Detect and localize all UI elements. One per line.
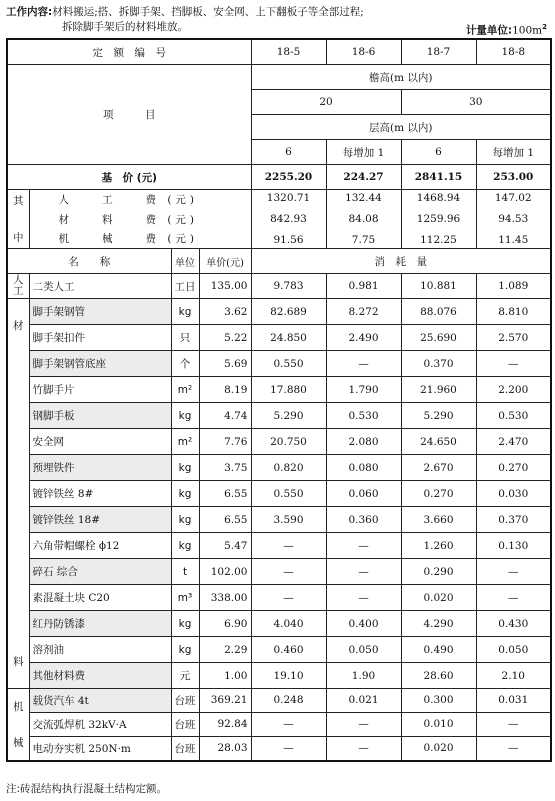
material-value: — [251, 533, 326, 559]
material-value: 0.550 [251, 351, 326, 377]
material-unit: kg [171, 481, 199, 507]
material-name: 红丹防锈漆 [29, 611, 171, 637]
floor-height-value: 6 [401, 140, 476, 165]
machine-value: 0.300 [401, 689, 476, 713]
material-row [7, 299, 551, 325]
machine-value: 0.248 [251, 689, 326, 713]
material-price: 6.55 [199, 481, 251, 507]
material-row [7, 585, 551, 611]
material-name: 碎石 综合 [29, 559, 171, 585]
labor-value: 9.783 [251, 274, 326, 299]
measure-unit: 计量单位$:100m^2$ [465, 23, 547, 37]
material-value: 0.130 [476, 533, 551, 559]
material-value: 82.689 [251, 299, 326, 325]
cost-breakdown-names [29, 190, 251, 249]
labor-value: 10.881 [401, 274, 476, 299]
machine-unit: 台班 [171, 689, 199, 713]
machine-value: 0.031 [476, 689, 551, 713]
material-value: 4.290 [401, 611, 476, 637]
material-value: 5.290 [251, 403, 326, 429]
material-row [7, 351, 551, 377]
material-row [7, 533, 551, 559]
base-price-value: 224.27 [326, 165, 401, 190]
cost-breakdown-col: 132.44 84.08 7.75 [326, 190, 401, 249]
material-value: — [326, 585, 401, 611]
machine-side-stack [11, 689, 26, 760]
machine-value: — [326, 736, 401, 761]
material-unit: m² [171, 429, 199, 455]
labor-side-label: 人 工 [7, 274, 29, 299]
machine-row [7, 736, 551, 761]
material-unit: kg [171, 533, 199, 559]
material-name: 脚手架钢管底座 [29, 351, 171, 377]
footnote: 注:砖混结构执行混凝土结构定额。 [6, 783, 168, 795]
material-value: — [251, 585, 326, 611]
base-price-value: 2841.15 [401, 165, 476, 190]
machine-row [7, 689, 551, 713]
material-unit: m³ [171, 585, 199, 611]
material-value: 0.020 [401, 585, 476, 611]
machine-value: — [251, 736, 326, 761]
cost-breakdown-row [7, 190, 551, 249]
material-value: 3.660 [401, 507, 476, 533]
material-row [7, 507, 551, 533]
material-value: 0.270 [476, 455, 551, 481]
material-value: 0.370 [401, 351, 476, 377]
machine-unit: 台班 [171, 736, 199, 761]
material-value: 0.490 [401, 637, 476, 663]
machine-side-char: 械 [13, 737, 24, 749]
material-unit: kg [171, 507, 199, 533]
material-name: 安全网 [29, 429, 171, 455]
material-row [7, 481, 551, 507]
machine-value: 0.020 [401, 736, 476, 761]
material-value: — [476, 585, 551, 611]
machine-value: — [476, 736, 551, 761]
machine-name: 载货汽车 4t [29, 689, 171, 713]
eave-height-value: 20 [251, 90, 401, 115]
material-value: 8.272 [326, 299, 401, 325]
cost-breakdown-col: 147.02 94.53 11.45 [476, 190, 551, 249]
material-value: 19.10 [251, 663, 326, 689]
material-price: 4.74 [199, 403, 251, 429]
material-row [7, 455, 551, 481]
machine-value: — [326, 712, 401, 736]
material-value: 0.060 [326, 481, 401, 507]
material-unit: kg [171, 637, 199, 663]
material-name: 镀锌铁丝 8# [29, 481, 171, 507]
material-value: 2.080 [326, 429, 401, 455]
material-price: 2.29 [199, 637, 251, 663]
material-value: 2.670 [401, 455, 476, 481]
material-value: — [476, 351, 551, 377]
material-value: 2.570 [476, 325, 551, 351]
material-value: — [251, 559, 326, 585]
material-value: 0.290 [401, 559, 476, 585]
machine-name: 交流弧焊机 32kV·A [29, 712, 171, 736]
machine-side-char: 机 [13, 701, 24, 713]
eave-height-label: 檐高(m 以内) [251, 65, 551, 90]
material-side-char: 材 [13, 320, 24, 332]
base-price-value: 253.00 [476, 165, 551, 190]
machine-side-label [7, 689, 29, 762]
material-side-label [7, 299, 29, 689]
material-unit: kg [171, 403, 199, 429]
material-value: 2.470 [476, 429, 551, 455]
material-side-char: 料 [13, 656, 24, 668]
material-value: 0.370 [476, 507, 551, 533]
quota-code: 18-7 [401, 39, 476, 65]
labor-cost-label: 人 工 费 (元) [58, 194, 199, 206]
work-content-line-2: 拆除脚手架后的材料堆放。 [62, 21, 188, 33]
material-price: 3.62 [199, 299, 251, 325]
material-row [7, 559, 551, 585]
base-price-row [7, 165, 551, 190]
material-value: — [326, 351, 401, 377]
material-unit: 元 [171, 663, 199, 689]
machine-price: 92.84 [199, 712, 251, 736]
material-unit: kg [171, 455, 199, 481]
material-name: 其他材料费 [29, 663, 171, 689]
labor-row [7, 274, 551, 299]
material-row [7, 403, 551, 429]
material-unit: 个 [171, 351, 199, 377]
col-price-header: 单价(元) [199, 249, 251, 274]
machine-value: — [251, 712, 326, 736]
col-name-header: 名 称 [7, 249, 171, 274]
material-price: 8.19 [199, 377, 251, 403]
material-price: 102.00 [199, 559, 251, 585]
floor-height-value: 6 [251, 140, 326, 165]
floor-height-label: 层高(m 以内) [251, 115, 551, 140]
material-row [7, 663, 551, 689]
machine-price: 369.21 [199, 689, 251, 713]
labor-price: 135.00 [199, 274, 251, 299]
machine-value: 0.021 [326, 689, 401, 713]
material-name: 竹脚手片 [29, 377, 171, 403]
material-value: 0.050 [326, 637, 401, 663]
material-unit: t [171, 559, 199, 585]
material-cost-label: 材 料 费 (元) [58, 213, 199, 226]
material-price: 7.76 [199, 429, 251, 455]
material-name: 溶剂油 [29, 637, 171, 663]
measure-unit-value: 100m [512, 24, 543, 37]
cost-breakdown-col: 1468.94 1259.96 112.25 [401, 190, 476, 249]
material-value: 0.530 [476, 403, 551, 429]
material-side-stack [11, 308, 26, 679]
item-label: 项 目 [7, 65, 251, 165]
quota-code: 18-8 [476, 39, 551, 65]
labor-value: 1.089 [476, 274, 551, 299]
material-value: 0.400 [326, 611, 401, 637]
floor-height-value: 每增加 1 [476, 140, 551, 165]
material-unit: 只 [171, 325, 199, 351]
material-price: 3.75 [199, 455, 251, 481]
material-row [7, 429, 551, 455]
material-value: 4.040 [251, 611, 326, 637]
material-value: 0.820 [251, 455, 326, 481]
material-value: 28.60 [401, 663, 476, 689]
material-value: 17.880 [251, 377, 326, 403]
material-value: 88.076 [401, 299, 476, 325]
material-value: 0.080 [326, 455, 401, 481]
labor-unit: 工日 [171, 274, 199, 299]
material-value: 8.810 [476, 299, 551, 325]
material-value: 24.850 [251, 325, 326, 351]
material-value: — [476, 559, 551, 585]
among-side-label: 其 中 [7, 190, 29, 249]
labor-name: 二类人工 [29, 274, 171, 299]
material-name: 素混凝土块 C20 [29, 585, 171, 611]
material-value: 0.460 [251, 637, 326, 663]
material-value: 5.290 [401, 403, 476, 429]
material-unit: kg [171, 299, 199, 325]
material-price: 5.47 [199, 533, 251, 559]
material-price: 6.90 [199, 611, 251, 637]
material-price: 6.55 [199, 507, 251, 533]
material-value: 2.200 [476, 377, 551, 403]
material-value: 21.960 [401, 377, 476, 403]
machine-cost-label: 机 械 费 (元) [58, 233, 199, 245]
material-value: — [326, 559, 401, 585]
col-consume-header: 消 耗 量 [251, 249, 551, 274]
material-value: 2.10 [476, 663, 551, 689]
quota-code-label: 定 额 编 号 [7, 39, 251, 65]
col-unit-header: 单位 [171, 249, 199, 274]
material-name: 六角带帽螺栓 ϕ12 [29, 533, 171, 559]
column-header-row [7, 249, 551, 274]
material-value: 3.590 [251, 507, 326, 533]
material-value: 0.270 [401, 481, 476, 507]
eave-label-row [7, 65, 551, 90]
material-value: 20.750 [251, 429, 326, 455]
eave-height-value: 30 [401, 90, 551, 115]
base-price-value: 2255.20 [251, 165, 326, 190]
quota-table [6, 38, 552, 762]
material-value: 1.260 [401, 533, 476, 559]
material-price: 5.69 [199, 351, 251, 377]
machine-value: — [476, 712, 551, 736]
material-row [7, 611, 551, 637]
material-value: 0.030 [476, 481, 551, 507]
machine-value: 0.010 [401, 712, 476, 736]
material-name: 钢脚手板 [29, 403, 171, 429]
material-name: 脚手架扣件 [29, 325, 171, 351]
cost-breakdown-col: 1320.71 842.93 91.56 [251, 190, 326, 249]
material-value: 0.050 [476, 637, 551, 663]
machine-name: 电动夯实机 250N·m [29, 736, 171, 761]
quota-code: 18-5 [251, 39, 326, 65]
floor-height-value: 每增加 1 [326, 140, 401, 165]
machine-unit: 台班 [171, 712, 199, 736]
material-value: 25.690 [401, 325, 476, 351]
material-name: 镀锌铁丝 18# [29, 507, 171, 533]
material-name: 预埋铁件 [29, 455, 171, 481]
material-unit: kg [171, 611, 199, 637]
material-price: 338.00 [199, 585, 251, 611]
material-name: 脚手架钢管 [29, 299, 171, 325]
material-row [7, 377, 551, 403]
work-content-header [6, 5, 551, 35]
material-row [7, 325, 551, 351]
machine-row [7, 712, 551, 736]
machine-price: 28.03 [199, 736, 251, 761]
material-price: 5.22 [199, 325, 251, 351]
work-content-label: 工作内容: [6, 6, 53, 18]
material-value: 2.490 [326, 325, 401, 351]
material-value: — [326, 533, 401, 559]
material-value: 24.650 [401, 429, 476, 455]
material-value: 0.550 [251, 481, 326, 507]
material-price: 1.00 [199, 663, 251, 689]
material-unit: m² [171, 377, 199, 403]
work-content-line-1: 材料搬运;搭、拆脚手架、挡脚板、安全网、上下翻板子等全部过程; [52, 6, 364, 18]
quota-code-row [7, 39, 551, 65]
material-value: 0.360 [326, 507, 401, 533]
material-row [7, 637, 551, 663]
labor-value: 0.981 [326, 274, 401, 299]
quota-code: 18-6 [326, 39, 401, 65]
material-value: 0.430 [476, 611, 551, 637]
material-value: 0.530 [326, 403, 401, 429]
base-price-label: 基 价 (元) [7, 165, 251, 190]
material-value: 1.790 [326, 377, 401, 403]
material-value: 1.90 [326, 663, 401, 689]
